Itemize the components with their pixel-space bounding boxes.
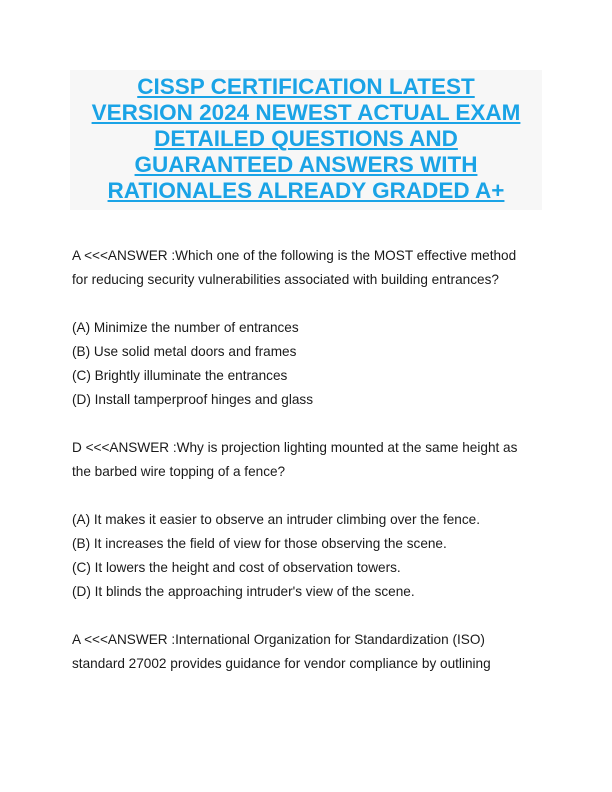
title-line-2: VERSION 2024 NEWEST ACTUAL EXAM (91, 100, 521, 125)
title-line-1: CISSP CERTIFICATION LATEST (137, 74, 475, 99)
question-3-text-line-2: standard 27002 provides guidance for vendor compliance by outlining (72, 656, 491, 671)
question-1-option-b: (B) Use solid metal doors and frames (72, 344, 297, 359)
question-1-option-a: (A) Minimize the number of entrances (72, 320, 299, 335)
question-1 (72, 244, 542, 412)
document-title (70, 70, 542, 210)
question-1-option-c: (C) Brightly illuminate the entrances (72, 368, 288, 383)
question-2-option-d: (D) It blinds the approaching intruder's view of the scene. (72, 584, 415, 599)
question-3-text-line-1: A <<<ANSWER :International Organization for Standardization (ISO) (72, 632, 485, 647)
question-2-text-line-2: the barbed wire topping of a fence? (72, 464, 286, 479)
question-2-option-b: (B) It increases the field of view for those observing the scene. (72, 536, 447, 551)
question-1-option-d: (D) Install tamperproof hinges and glass (72, 392, 314, 407)
question-2-option-a: (A) It makes it easier to observe an intruder climbing over the fence. (72, 512, 480, 527)
title-line-5: RATIONALES ALREADY GRADED A+ (107, 178, 505, 203)
question-1-text-line-1: A <<<ANSWER :Which one of the following is the MOST effective method (72, 248, 517, 263)
question-2-option-c: (C) It lowers the height and cost of observation towers. (72, 560, 401, 575)
document-body (72, 244, 542, 676)
question-2 (72, 436, 542, 604)
question-1-text-line-2: for reducing security vulnerabilities associated with building entrances? (72, 272, 499, 287)
title-line-4: GUARANTEED ANSWERS WITH (134, 152, 478, 177)
title-line-3: DETAILED QUESTIONS AND (154, 126, 458, 151)
question-2-text-line-1: D <<<ANSWER :Why is projection lighting mounted at the same height as (72, 440, 518, 455)
question-3 (72, 628, 542, 676)
